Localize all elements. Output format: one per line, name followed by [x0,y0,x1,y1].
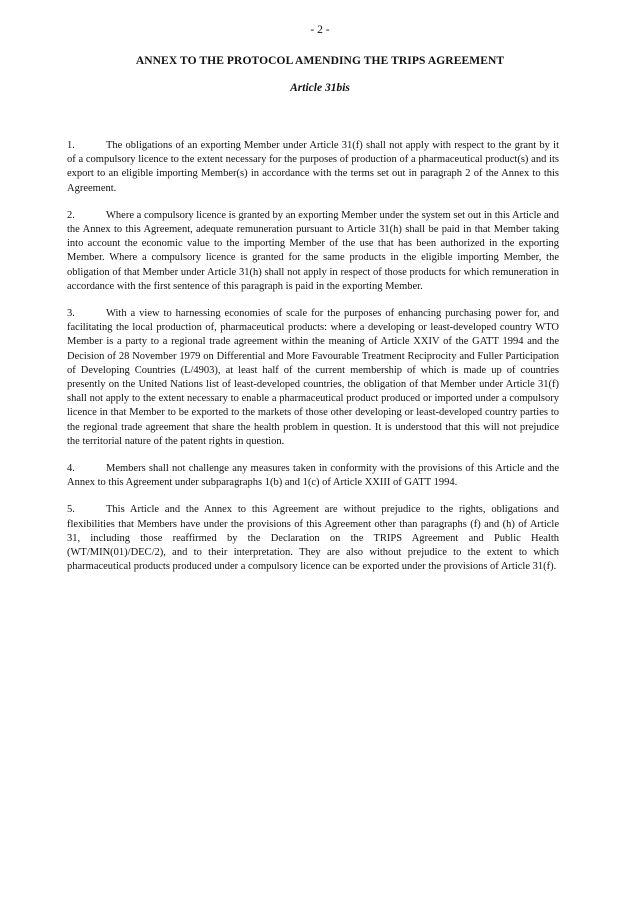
document-body [67,139,559,587]
paragraph-4 [67,462,559,490]
document-title: ANNEX TO THE PROTOCOL AMENDING THE TRIPS AGREEMENT [135,55,505,67]
paragraph-text: This Article and the Annex to this Agreement are without prejudice to the rights, obligations and flexibilities that Members have under the provisions of this Agreement other than paragraphs (f) and (h) of Article 31, including those reaffirmed by the Declaration on the TRIPS Agreement and Public Health (WT/MIN(01)/DEC/2), and to their interpretation. They are also without prejudice to the extent to which pharmaceutical products produced under a compulsory licence can be exported under the provisions of Article 31(f). [67,504,559,573]
paragraph-number: 2. [67,209,75,221]
paragraph-number: 1. [67,140,75,151]
paragraph-text: Members shall not challenge any measures taken in conformity with the provisions of this Article and the Annex to this Agreement under subparagraphs 1(b) and 1(c) of Article XXIII of GATT 1994. [67,463,559,489]
paragraph-text: Where a compulsory licence is granted by an exporting Member under the system set out in this Article and the Annex to this Agreement, adequate remuneration pursuant to Article 31(h) shall be paid in that Member taking into account the economic value to the importing Member of the use that has been authorized in the exporting Member. Where a compulsory licence is granted for the same products in the eligible importing Member, the obligation of that Member under Article 31(h) shall not apply in respect of those products for which remuneration in accordance with the first sentence of this paragraph is paid in the exporting Member. [67,209,559,292]
paragraph-number: 3. [67,308,75,320]
paragraph-2 [67,209,559,294]
article-heading: Article 31bis [290,82,350,94]
paragraph-5 [67,503,559,574]
page-number: - 2 - [310,24,330,36]
paragraph-text: With a view to harnessing economies of scale for the purposes of enhancing purchasing power for, and facilitating the local production of, pharmaceutical products: where a developing or least-developed country WTO Member is a party to a regional trade agreement within the meaning of Article XXIV of the GATT 1994 and the Decision of 28 November 1979 on Differential and More Favourable Treatment Reciprocity and Fuller Participation of Developing Countries (L/4903), at least half of the current membership of which is made up of countries presently on the United Nations list of least-developed countries, the obligation of that Member under Article 31(f) shall not apply to the extent necessary to enable a pharmaceutical product produced or imported under a compulsory licence in that Member to be exported to the markets of those other developing or least-developed country parties to the regional trade agreement that share the health problem in question. It is understood that this will not prejudice the territorial nature of the patent rights in question. [67,308,559,447]
paragraph-3 [67,307,559,449]
paragraph-1 [67,139,559,196]
paragraph-number: 4. [67,463,75,475]
paragraph-text: The obligations of an exporting Member under Article 31(f) shall not apply with respect to the grant by it of a compulsory licence to the extent necessary for the purposes of production of a pharmaceutical product(s) and its export to an eligible importing Member(s) in accordance with the terms set out in paragraph 2 of the Annex to this Agreement. [67,140,559,194]
paragraph-number: 5. [67,504,75,516]
